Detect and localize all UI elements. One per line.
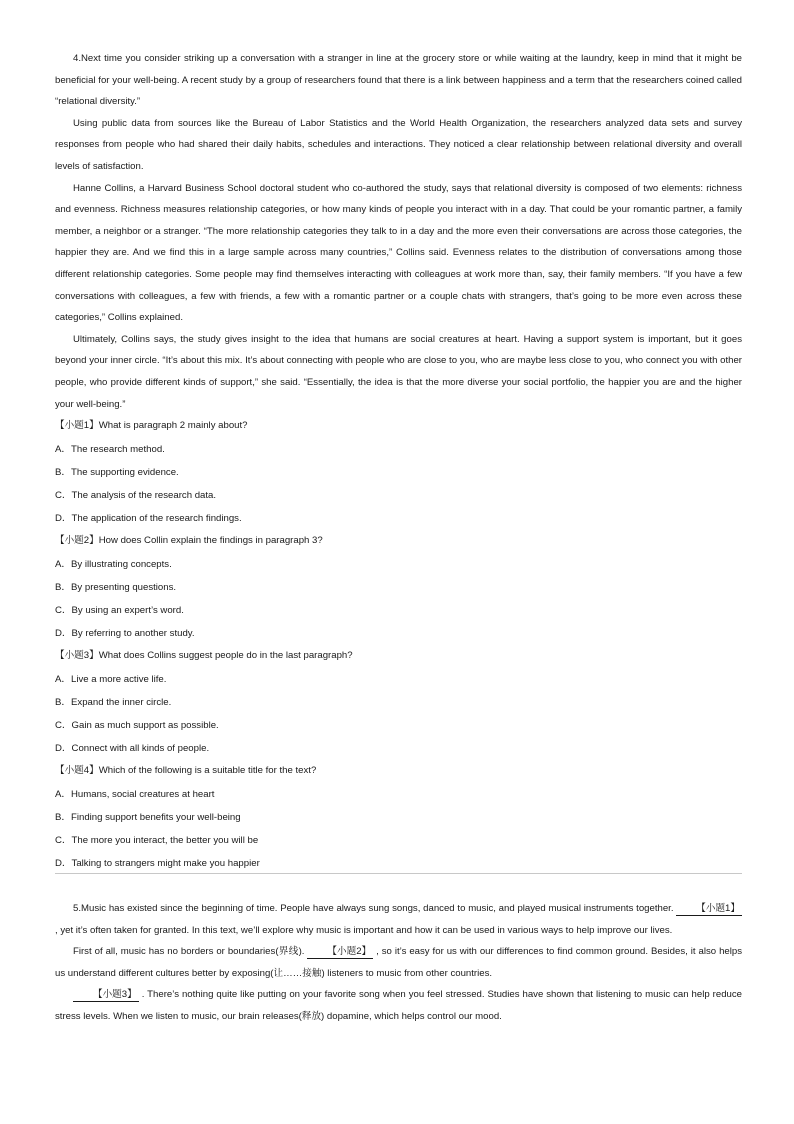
question-4-passage xyxy=(55,48,742,875)
answer-option: A．The research method. xyxy=(55,443,165,455)
question-block-1 xyxy=(55,415,742,530)
answer-option: D．The application of the research findings. xyxy=(55,512,242,524)
question-block-2 xyxy=(55,530,742,645)
answer-option: A．Humans, social creatures at heart xyxy=(55,788,215,800)
question-block-4 xyxy=(55,760,742,875)
cloze-blank-3: 【小题3】 xyxy=(73,988,139,1002)
answer-option: C．The more you interact, the better you will be xyxy=(55,834,259,846)
cloze-text: . There’s nothing quite like putting on your favorite song when you feel stressed. Studies have shown that listening to music can help reduce stress levels. When we listen to music, our brain releases(释放) dopamine, which helps control our mood. xyxy=(55,989,743,1022)
cloze-blank-1: 【小题1】 xyxy=(676,902,742,916)
cloze-text: , so it’s easy for us with our differences to find common ground. Besides, it also helps us understand different cultures better by exposing(让……接触) listeners to music from other countries. xyxy=(55,946,743,979)
cloze-blank-2: 【小题2】 xyxy=(307,945,373,959)
question-block-3 xyxy=(55,645,742,760)
passage-paragraph-3: Hanne Collins, a Harvard Business School doctoral student who co-authored the study, says that relational diversity is composed of two elements: richness and evenness. Richness measures relationship categories, or how many kinds of people you interact with in a day. That could be your romantic partner, a family member, a neighbor or a stranger. “The more relationship categories they talk to in a day and the more even their conversations are across those categories, the happier they are. And we find this in a large sample across many countries,” Collins said. Evenness relates to the distribution of conversations among those different relationship categories. Some people may find themselves interacting with colleagues at work more than, say, their family members. “If you have a few conversations with colleagues, a few with friends, a few with a romantic partner or a couple chats with strangers, that’s going to be more even across these categories,” Collins explained. xyxy=(55,182,742,324)
cloze-text: 5.Music has existed since the beginning of time. People have always sung songs, danced to music, and played musical instruments together. xyxy=(73,903,674,914)
answer-option: D．Talking to strangers might make you happier xyxy=(55,857,260,869)
question-stem: 【小题4】Which of the following is a suitable title for the text? xyxy=(55,765,317,776)
cloze-text: First of all, music has no borders or boundaries(界线). xyxy=(73,946,305,958)
answer-option: A．Live a more active life. xyxy=(55,673,167,685)
answer-option: D．Connect with all kinds of people. xyxy=(55,742,210,754)
answer-option: B．By presenting questions. xyxy=(55,581,177,593)
answer-option: B．Expand the inner circle. xyxy=(55,696,172,708)
passage-paragraph-2: Using public data from sources like the Bureau of Labor Statistics and the World Health Organization, the researchers analyzed data sets and survey responses from people who had shared their daily habits, schedules and interactions. They noticed a clear relationship between relational diversity and overall levels of satisfaction. xyxy=(55,117,742,172)
section-divider xyxy=(55,873,742,874)
answer-option: B．Finding support benefits your well-being xyxy=(55,811,241,823)
answer-option: C．The analysis of the research data. xyxy=(55,489,217,501)
passage-paragraph-4: Ultimately, Collins says, the study gives insight to the idea that humans are social creatures at heart. Having a support system is important, but it goes beyond your inner circle. “It’s about this mix. It’s about connecting with people who are close to you, who are maybe less close to you, who connect you with other people, who provide different kinds of support,” she said. “Essentially, the idea is that the more diverse your social portfolio, the happier you are and the higher your well-being.” xyxy=(55,333,742,410)
cloze-paragraph-2 xyxy=(55,941,742,984)
cloze-paragraph-1 xyxy=(55,898,742,941)
answer-option: D．By referring to another study. xyxy=(55,627,195,639)
question-stem: 【小题2】How does Collin explain the findings in paragraph 3? xyxy=(55,535,323,547)
answer-option: B．The supporting evidence. xyxy=(55,466,179,478)
passage-paragraph-1: 4.Next time you consider striking up a conversation with a stranger in line at the grocery store or while waiting at the laundry, keep in mind that it might be beneficial for your well-being. A recent study by a group of researchers found that there is a link between happiness and a term that the researchers coined called “relational diversity.” xyxy=(55,53,742,108)
answer-option: C．Gain as much support as possible. xyxy=(55,719,219,731)
cloze-text: , yet it’s often taken for granted. In this text, we’ll explore why music is important and how it can be used in various ways to help improve our lives. xyxy=(55,924,673,936)
answer-option: C．By using an expert’s word. xyxy=(55,604,184,616)
question-5-passage xyxy=(55,898,742,1028)
cloze-paragraph-3 xyxy=(55,984,742,1027)
question-stem: 【小题3】What does Collins suggest people do in the last paragraph? xyxy=(55,650,353,662)
question-stem: 【小题1】What is paragraph 2 mainly about? xyxy=(55,420,248,432)
answer-option: A．By illustrating concepts. xyxy=(55,558,172,570)
